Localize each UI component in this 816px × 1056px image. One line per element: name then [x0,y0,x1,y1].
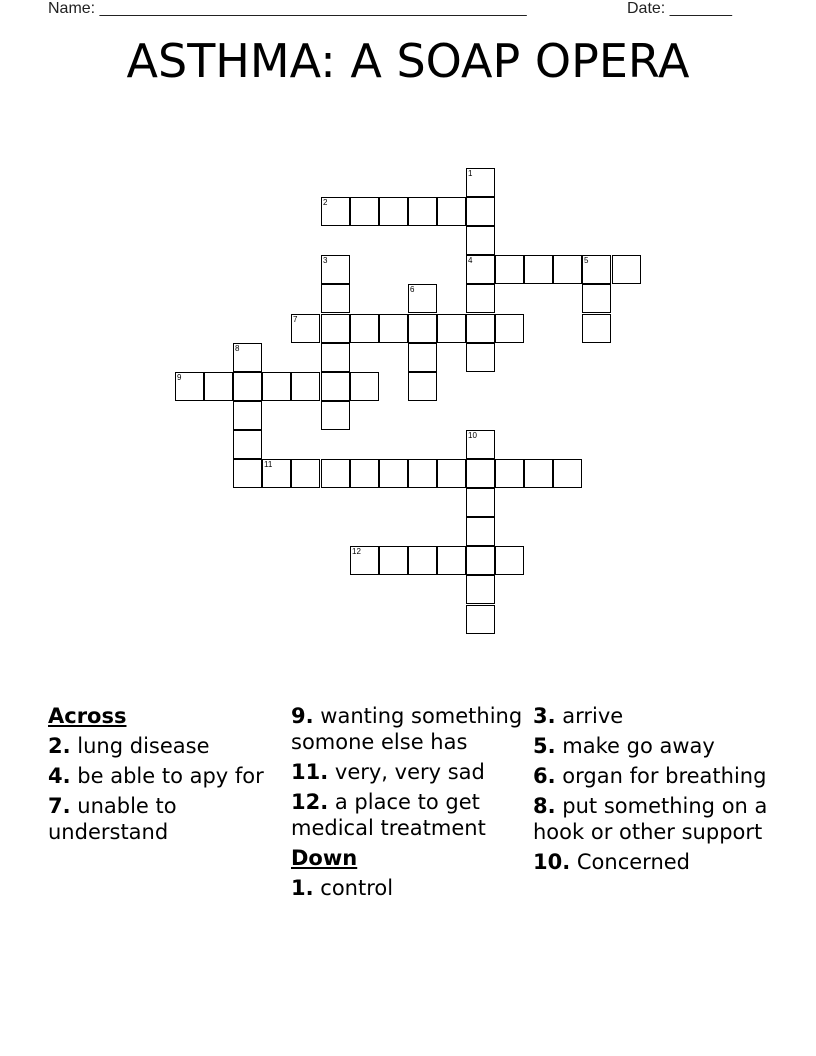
clue-across-12 [291,789,527,841]
grid-cell[interactable] [204,372,233,401]
grid-cell[interactable] [408,372,437,401]
grid-cell[interactable] [495,459,524,488]
grid-cell[interactable] [321,459,350,488]
clue-across-2 [48,733,284,759]
clues-column-1 [48,703,284,849]
cell-number: 9 [177,373,182,382]
down-heading: Down [291,846,358,870]
clue-text: unable to understand [48,794,177,844]
clue-number: 2. [48,734,71,758]
grid-cell[interactable] [582,314,611,343]
clue-text: Concerned [576,850,691,874]
grid-cell[interactable] [466,284,495,313]
grid-cell[interactable] [291,459,320,488]
clue-number: 3. [533,704,556,728]
grid-cell[interactable] [582,284,611,313]
clue-number: 7. [48,794,71,818]
clue-text: make go away [562,734,715,758]
grid-cell[interactable] [524,459,553,488]
grid-cell[interactable] [437,197,466,226]
name-field-label: Name: ________________________________________________ [48,0,527,17]
cell-number: 11 [264,460,273,469]
grid-cell[interactable] [495,255,524,284]
clue-number: 9. [291,704,314,728]
cell-number: 5 [584,256,589,265]
grid-cell[interactable] [262,459,291,488]
clue-across-11 [291,759,527,785]
clue-number: 5. [533,734,556,758]
grid-cell[interactable] [437,459,466,488]
grid-cell[interactable] [466,343,495,372]
cell-number: 1 [468,169,473,178]
cell-number: 4 [468,256,473,265]
grid-cell[interactable] [495,546,524,575]
clue-down-8 [533,793,769,845]
grid-cell[interactable] [233,430,262,459]
grid-cell[interactable] [553,459,582,488]
cell-number: 2 [323,198,328,207]
clue-down-6 [533,763,769,789]
clue-across-7 [48,793,284,845]
clue-number: 4. [48,764,71,788]
clue-down-1 [291,875,527,901]
clue-across-9 [291,703,527,755]
grid-cell[interactable] [321,372,350,401]
grid-cell[interactable] [291,314,320,343]
grid-cell[interactable] [379,459,408,488]
grid-cell[interactable] [582,255,611,284]
across-heading: Across [48,704,127,728]
cell-number: 7 [293,315,298,324]
clues-column-3 [533,703,769,879]
grid-cell[interactable] [466,314,495,343]
grid-cell[interactable] [233,372,262,401]
clue-number: 10. [533,850,571,874]
grid-cell[interactable] [175,372,204,401]
clue-number: 12. [291,790,329,814]
grid-cell[interactable] [466,197,495,226]
grid-cell[interactable] [466,517,495,546]
clue-down-10 [533,849,769,875]
grid-cell[interactable] [321,197,350,226]
grid-cell[interactable] [437,546,466,575]
clue-down-5 [533,733,769,759]
grid-cell[interactable] [350,459,379,488]
grid-cell[interactable] [262,372,291,401]
grid-cell[interactable] [321,284,350,313]
grid-cell[interactable] [466,459,495,488]
grid-cell[interactable] [466,430,495,459]
grid-cell[interactable] [408,459,437,488]
grid-cell[interactable] [350,314,379,343]
grid-cell[interactable] [233,343,262,372]
grid-cell[interactable] [466,168,495,197]
cell-number: 12 [352,547,361,556]
grid-cell[interactable] [408,314,437,343]
grid-cell[interactable] [321,255,350,284]
grid-cell[interactable] [466,546,495,575]
grid-cell[interactable] [437,314,466,343]
grid-cell[interactable] [379,197,408,226]
date-field-label: Date: _______ [627,0,732,17]
clue-number: 8. [533,794,556,818]
clue-number: 6. [533,764,556,788]
clue-text: lung disease [77,734,210,758]
grid-cell[interactable] [553,255,582,284]
grid-cell[interactable] [379,314,408,343]
grid-cell[interactable] [466,575,495,604]
grid-cell[interactable] [466,255,495,284]
grid-cell[interactable] [350,197,379,226]
grid-cell[interactable] [321,401,350,430]
grid-cell[interactable] [466,226,495,255]
clue-text: organ for breathing [562,764,767,788]
grid-cell[interactable] [524,255,553,284]
grid-cell[interactable] [233,401,262,430]
clue-number: 11. [291,760,329,784]
grid-cell[interactable] [408,546,437,575]
grid-cell[interactable] [291,372,320,401]
grid-cell[interactable] [466,605,495,634]
grid-cell[interactable] [466,488,495,517]
grid-cell[interactable] [408,284,437,313]
cell-number: 3 [323,256,328,265]
clue-text: be able to apy for [77,764,264,788]
grid-cell[interactable] [321,314,350,343]
grid-cell[interactable] [408,343,437,372]
clue-text: wanting something somone else has [291,704,523,754]
cell-number: 6 [410,285,415,294]
grid-cell[interactable] [379,546,408,575]
clue-text: a place to get medical treatment [291,790,486,840]
clue-text: arrive [562,704,624,728]
grid-cell[interactable] [350,372,379,401]
cell-number: 10 [468,431,477,440]
puzzle-title: ASTHMA: A SOAP OPERA [126,34,690,88]
clue-text: control [320,876,394,900]
grid-cell[interactable] [408,197,437,226]
clue-number: 1. [291,876,314,900]
grid-cell[interactable] [233,459,262,488]
clues-column-2 [291,703,527,905]
grid-cell[interactable] [350,546,379,575]
clue-across-4 [48,763,284,789]
grid-cell[interactable] [321,343,350,372]
grid-cell[interactable] [612,255,641,284]
clue-text: very, very sad [334,760,485,784]
cell-number: 8 [235,344,240,353]
clue-down-3 [533,703,769,729]
grid-cell[interactable] [495,314,524,343]
clue-text: put something on a hook or other support [533,794,768,844]
